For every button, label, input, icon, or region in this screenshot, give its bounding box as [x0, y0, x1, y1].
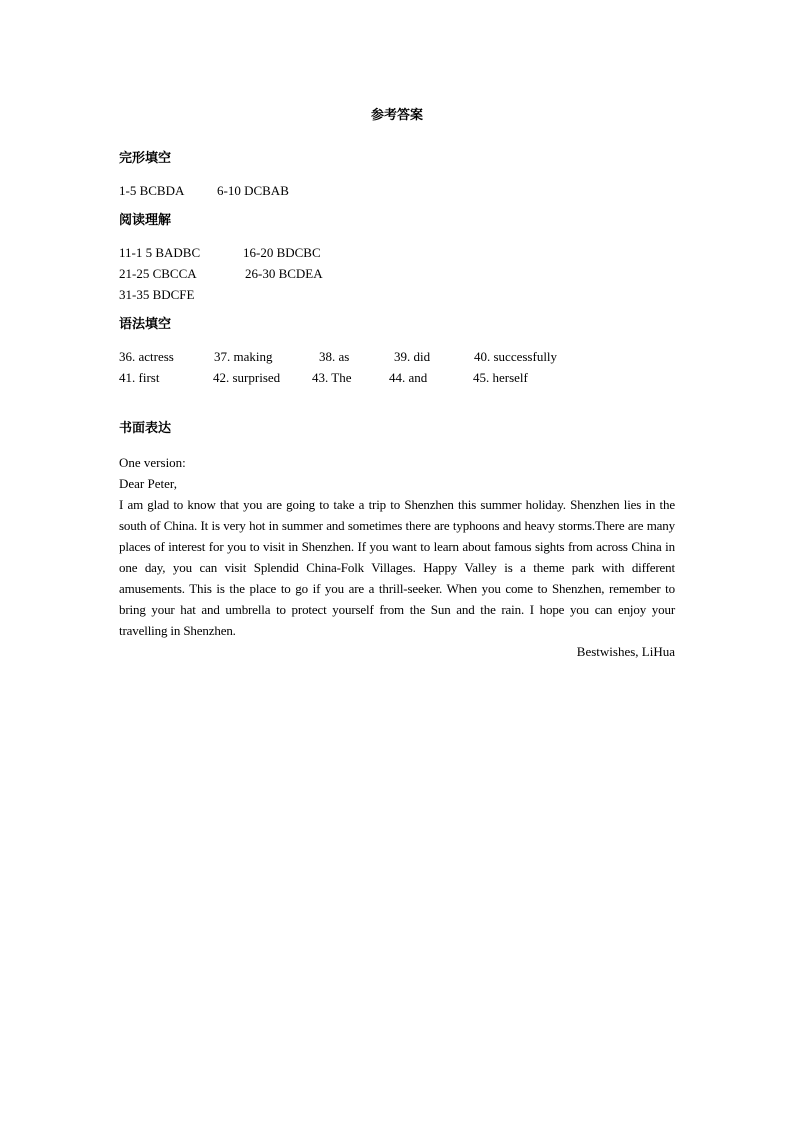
answer-group: 21-25 CBCCA	[119, 266, 197, 281]
answer-group: 26-30 BCDEA	[245, 266, 323, 281]
letter-signature: Bestwishes, LiHua	[576, 644, 675, 659]
answer-item: 41. first	[119, 370, 160, 385]
answer-item: 44. and	[389, 370, 428, 385]
answer-item: 38. as	[319, 349, 350, 364]
letter-body: I am glad to know that you are going to take a trip to Shenzhen this summer holiday. Shenzhen lies in the south of China. It is very hot in summer and sometimes there are typhoons and heavy storms.There are many places of interest for you to visit in Shenzhen. If you want to learn about famous sights from across China in one day, you can visit Splendid China-Folk Villages. Happy Valley is a theme park with different amusements. This is the place to go if you are a thrill-seeker. When you come to Shenzhen, remember to bring your hat and umbrella to protect yourself from the Sun and the rain. I hope you can enjoy your travelling in Shenzhen.	[119, 497, 675, 638]
answer-item: 45. herself	[473, 370, 528, 385]
writing-heading: 书面表达	[119, 421, 172, 436]
reading-heading: 阅读理解	[119, 213, 172, 228]
answer-item: 37. making	[214, 349, 273, 364]
answer-item: 40. successfully	[474, 349, 558, 364]
page-title: 参考答案	[370, 108, 423, 123]
answer-item: 36. actress	[119, 349, 174, 364]
answer-group: 31-35 BDCFE	[119, 287, 195, 302]
answer-item: 39. did	[394, 349, 431, 364]
answer-group: 16-20 BDCBC	[243, 245, 321, 260]
grammar-heading: 语法填空	[119, 317, 172, 332]
letter-greeting: Dear Peter,	[119, 476, 177, 491]
cloze-heading: 完形填空	[119, 151, 172, 166]
version-label: One version:	[119, 455, 186, 470]
answer-group: 1-5 BCBDA	[119, 183, 185, 198]
answer-item: 43. The	[312, 370, 352, 385]
answer-group: 11-1 5 BADBC	[119, 245, 201, 260]
answer-item: 42. surprised	[213, 370, 281, 385]
model-essay	[119, 452, 675, 662]
answer-group: 6-10 DCBAB	[217, 183, 289, 198]
